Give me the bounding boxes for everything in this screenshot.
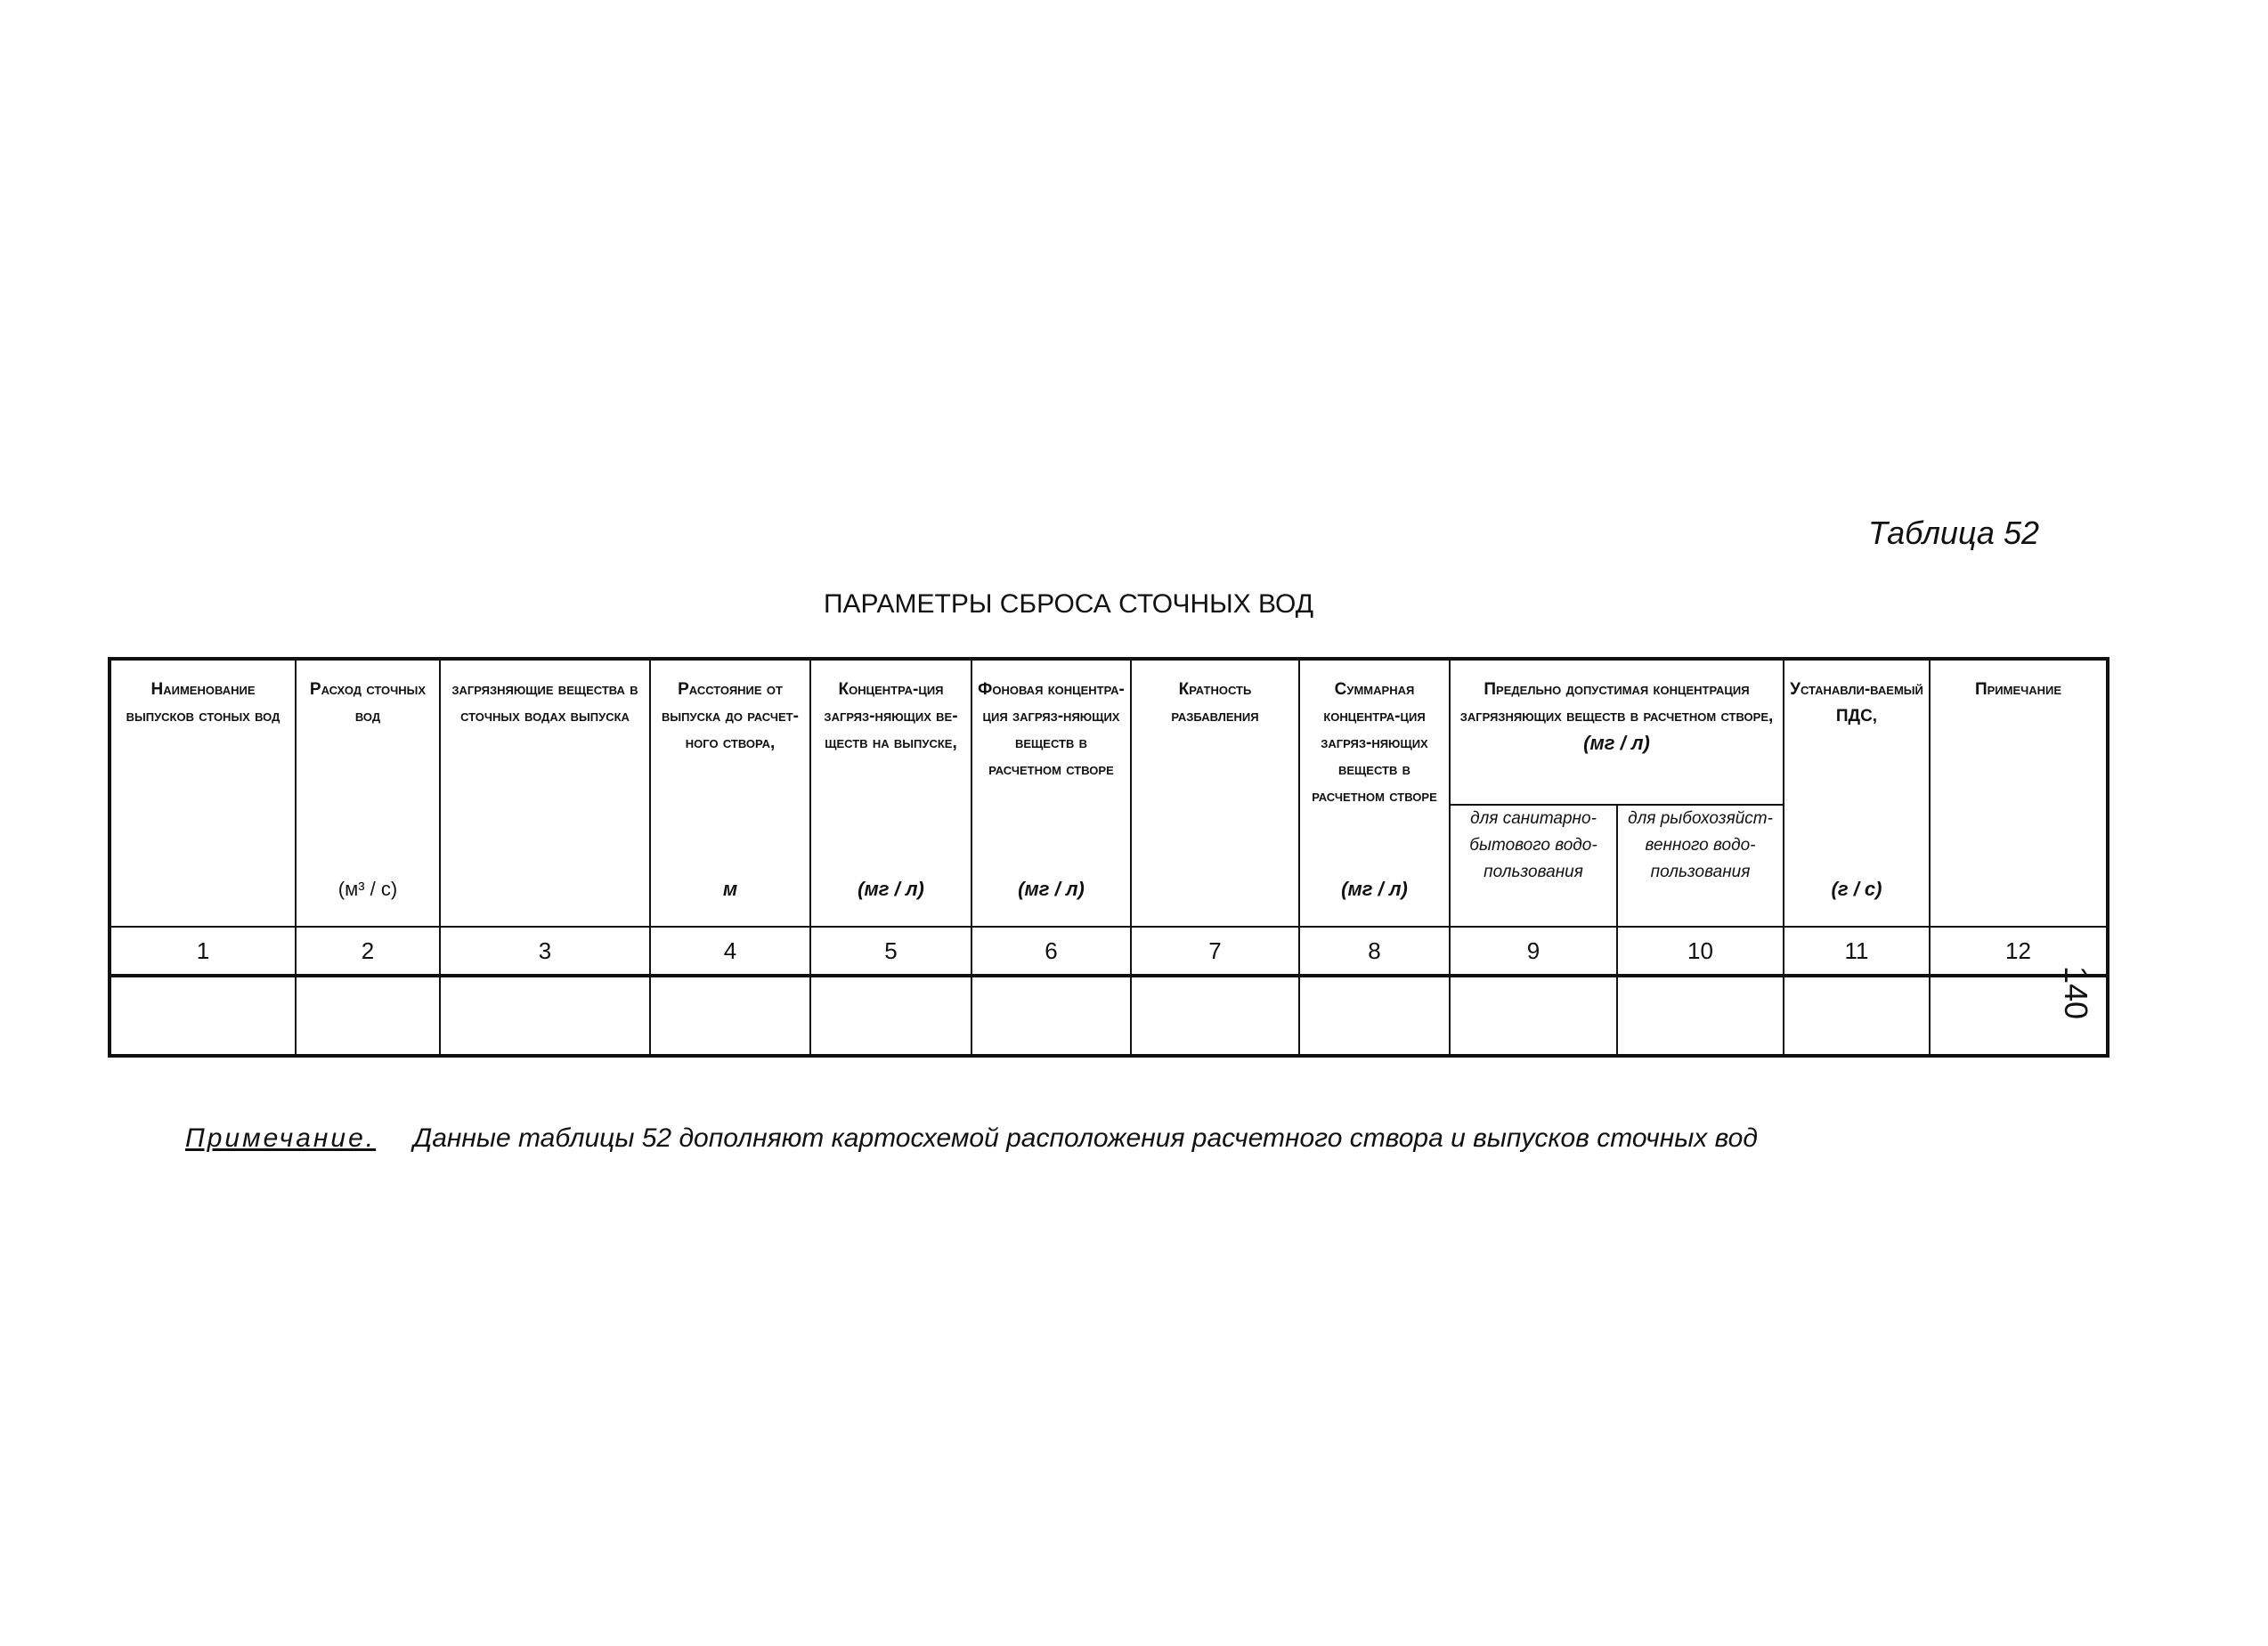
header-cell (1930, 659, 2108, 927)
table-cell (1299, 976, 1450, 1056)
column-unit-2: (м³ / с) (337, 878, 398, 900)
column-numbers-row (110, 927, 2108, 976)
table-title: ПАРАМЕТРЫ СБРОСА СТОЧНЫХ ВОД (823, 589, 1314, 619)
column-header-12: Примечание (1974, 680, 2062, 699)
header-row (110, 659, 2108, 805)
header-cell (810, 659, 971, 927)
parameters-table (108, 657, 2109, 1058)
column-unit-8: (мг / л) (1341, 878, 1408, 900)
header-cell (110, 659, 296, 927)
column-header-11: Устанавли-ваемый ПДС, (1790, 680, 1923, 726)
table-cell (1450, 976, 1617, 1056)
column-header-7: Кратность разбавления (1171, 680, 1259, 726)
column-number: 7 (1131, 927, 1299, 976)
table-cell (440, 976, 650, 1056)
column-number: 9 (1450, 927, 1617, 976)
table-cell (1617, 976, 1784, 1056)
column-number: 5 (810, 927, 971, 976)
header-cell (1784, 659, 1930, 927)
table-label: Таблица 52 (1867, 515, 2039, 551)
column-header-4: Расстояние от выпуска до расчет-ного створа, (662, 680, 799, 752)
column-header-1: Наименование выпусков стоных вод (126, 680, 280, 726)
table-cell (1784, 976, 1930, 1056)
table-cell (296, 976, 440, 1056)
footnote-text: Данные таблицы 52 дополняют картосхемой расположения расчетного створа и выпусков сточных вод (413, 1123, 1758, 1153)
column-number: 3 (440, 927, 650, 976)
subheader-10: для рыбохозяйст-венного водо-пользования (1617, 805, 1784, 927)
group-header-unit: (мг / л) (1583, 732, 1650, 754)
column-number: 10 (1617, 927, 1784, 976)
column-number: 6 (971, 927, 1131, 976)
column-unit-11: (г / с) (1831, 878, 1882, 900)
header-cell (296, 659, 440, 927)
header-cell (440, 659, 650, 927)
header-cell (1131, 659, 1299, 927)
column-unit-5: (мг / л) (858, 878, 924, 900)
group-header (1450, 659, 1784, 805)
column-header-2: Расход сточных вод (309, 680, 427, 726)
footnote-label: Примечание. (185, 1123, 377, 1153)
header-cell (971, 659, 1131, 927)
group-header-label: Предельно допустимая концентрация загрязняющих веществ в расчетном створе, (1459, 680, 1774, 726)
table-cell (650, 976, 810, 1056)
footnote (185, 1123, 1758, 1154)
table-cell (971, 976, 1131, 1056)
header-cell (650, 659, 810, 927)
column-number: 2 (296, 927, 440, 976)
table-cell (110, 976, 296, 1056)
column-header-3: загрязняющие вещества в сточных водах выпуска (451, 680, 638, 726)
column-unit-4: м (722, 878, 738, 900)
column-number: 8 (1299, 927, 1450, 976)
subheader-9: для санитарно-бытового водо-пользования (1450, 805, 1617, 927)
table-cell (1131, 976, 1299, 1056)
table-cell (810, 976, 971, 1056)
page-number: 140 (2058, 966, 2094, 1020)
column-unit-6: (мг / л) (1018, 878, 1085, 900)
column-number: 12 (1930, 927, 2108, 976)
column-number: 1 (110, 927, 296, 976)
column-number: 11 (1784, 927, 1930, 976)
column-header-5: Концентра-ция загряз-няющих ве-ществ на выпуске, (824, 680, 958, 752)
header-cell (1299, 659, 1450, 927)
column-header-8: Суммарная концентра-ция загряз-няющих веществ в расчетном створе (1312, 680, 1437, 806)
column-header-6: Фоновая концентра-ция загряз-няющих веществ в расчетном створе (978, 680, 1125, 779)
table-row (110, 976, 2108, 1056)
column-number: 4 (650, 927, 810, 976)
